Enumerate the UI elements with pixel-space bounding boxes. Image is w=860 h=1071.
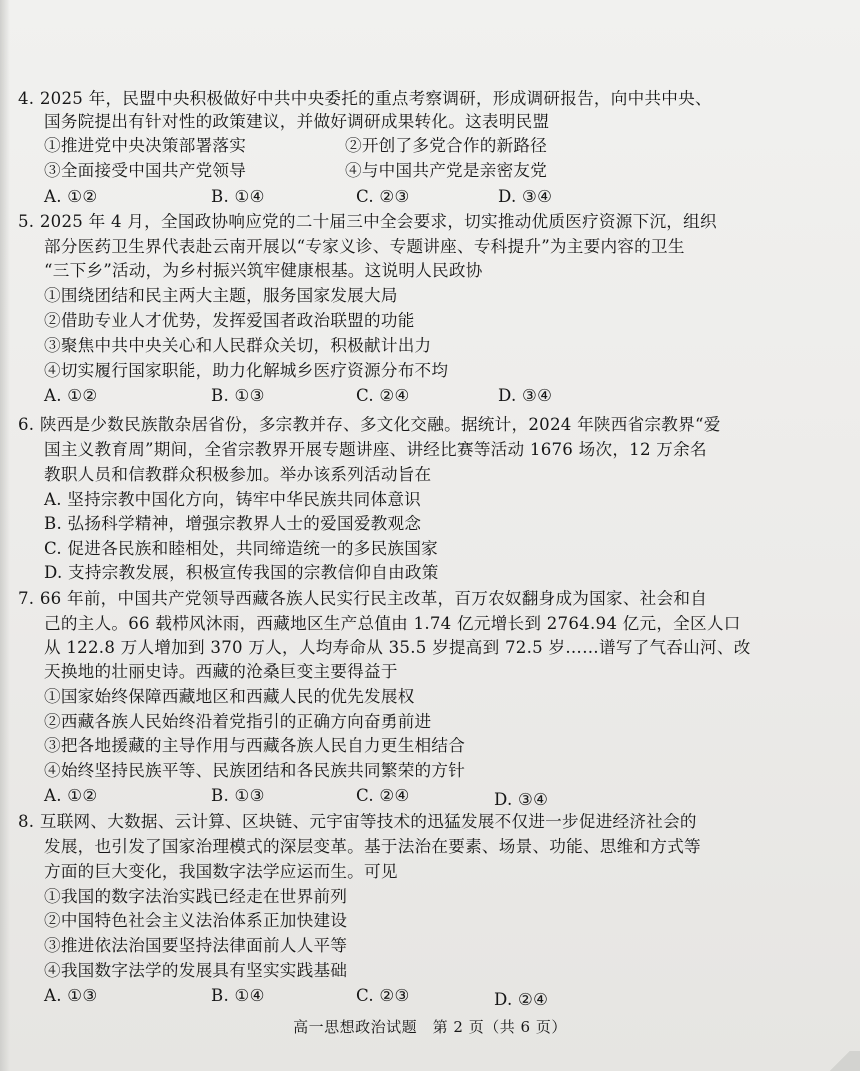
- question-stem-line: 国务院提出有针对性的政策建议，并做好调研成果转化。这表明民盟: [44, 112, 550, 131]
- answer-choice: B. 弘扬科学精神，增强宗教界人士的爱国爱教观念: [44, 514, 422, 533]
- answer-option: D. ③④: [494, 790, 549, 809]
- statement-item: ②西藏各族人民始终沿着党指引的正确方向奋勇前进: [44, 712, 432, 731]
- question-stem-line: 部分医药卫生界代表赴云南开展以“专家义诊、专题讲座、专科提升”为主要内容的卫生: [44, 237, 685, 256]
- question-stem-line: 国主义教育周”期间，全省宗教界开展专题讲座、讲经比赛等活动 1676 场次，12 万余名: [44, 440, 707, 459]
- statement-item: ①推进党中央决策部署落实: [44, 136, 247, 155]
- page-corner-shadow: [820, 1051, 860, 1071]
- answer-option: D. ②④: [494, 990, 549, 1009]
- statement-item: ③全面接受中国共产党领导: [44, 161, 247, 180]
- answer-choice: A. 坚持宗教中国化方向，铸牢中华民族共同体意识: [44, 490, 422, 509]
- statement-item: ④我国数字法学的发展具有坚实实践基础: [44, 961, 348, 980]
- answer-option: C. ②③: [356, 187, 410, 206]
- statement-item: ①围绕团结和民主两大主题，服务国家发展大局: [44, 286, 398, 305]
- question-stem-line: 4. 2025 年，民盟中央积极做好中共中央委托的重点考察调研，形成调研报告，向中共中央、: [18, 89, 712, 108]
- question-stem-line: 7. 66 年前，中国共产党领导西藏各族人民实行民主改革，百万农奴翻身成为国家、社会和自: [18, 589, 708, 608]
- statement-item: ②借助专业人才优势，发挥爱国者政治联盟的功能: [44, 311, 415, 330]
- question-stem-line: 从 122.8 万人增加到 370 万人，人均寿命从 35.5 岁提高到 72.5 岁……谱写了气吞山河、改: [44, 638, 751, 657]
- answer-option: B. ①③: [211, 386, 265, 405]
- answer-option: D. ③④: [498, 386, 553, 405]
- answer-choice: D. 支持宗教发展，积极宣传我国的宗教信仰自由政策: [44, 563, 439, 582]
- statement-item: ③把各地援藏的主导作用与西藏各族人民自力更生相结合: [44, 736, 466, 755]
- question-stem-line: 方面的巨大变化，我国数字法学应运而生。可见: [44, 862, 398, 881]
- statement-item: ④始终坚持民族平等、民族团结和各民族共同繁荣的方针: [44, 761, 466, 780]
- answer-option: B. ①③: [211, 786, 265, 805]
- statement-item: ③推进依法治国要坚持法律面前人人平等: [44, 936, 348, 955]
- answer-option: B. ①④: [211, 187, 265, 206]
- answer-option: A. ①②: [44, 187, 98, 206]
- page-footer: 高一思想政治试题 第 2 页（共 6 页）: [293, 1018, 567, 1036]
- question-stem-line: “三下乡”活动，为乡村振兴筑牢健康根基。这说明人民政协: [44, 261, 483, 280]
- answer-option: A. ①②: [44, 386, 98, 405]
- statement-item: ①国家始终保障西藏地区和西藏人民的优先发展权: [44, 687, 415, 706]
- answer-option: C. ②④: [356, 386, 410, 405]
- statement-item: ③聚焦中共中央关心和人民群众关切，积极献计出力: [44, 336, 432, 355]
- answer-option: D. ③④: [498, 187, 553, 206]
- statement-item: ②开创了多党合作的新路径: [345, 136, 548, 155]
- answer-option: B. ①④: [211, 986, 265, 1005]
- answer-choice: C. 促进各民族和睦相处，共同缔造统一的多民族国家: [44, 539, 438, 558]
- question-stem-line: 8. 互联网、大数据、云计算、区块链、元宇宙等技术的迅猛发展不仅进一步促进经济社会的: [18, 812, 697, 831]
- question-stem-line: 6. 陕西是少数民族散杂居省份，多宗教并存、多文化交融。据统计，2024 年陕西省宗教界“爱: [18, 415, 721, 434]
- question-stem-line: 天换地的壮丽史诗。西藏的沧桑巨变主要得益于: [44, 662, 398, 681]
- answer-option: C. ②③: [356, 986, 410, 1005]
- answer-option: A. ①③: [44, 986, 98, 1005]
- statement-item: ②中国特色社会主义法治体系正加快建设: [44, 911, 348, 930]
- answer-option: C. ②④: [356, 786, 410, 805]
- question-stem-line: 5. 2025 年 4 月，全国政协响应党的二十届三中全会要求，切实推动优质医疗资源下沉，组织: [18, 212, 717, 231]
- page-shadow-edge: [0, 0, 10, 1071]
- statement-item: ①我国的数字法治实践已经走在世界前列: [44, 887, 348, 906]
- question-stem-line: 教职人员和信教群众积极参加。举办该系列活动旨在: [44, 465, 432, 484]
- question-stem-line: 己的主人。66 载栉风沐雨，西藏地区生产总值由 1.74 亿元增长到 2764.94 亿元，全区人口: [44, 614, 741, 633]
- statement-item: ④切实履行国家职能，助力化解城乡医疗资源分布不均: [44, 361, 449, 380]
- statement-item: ④与中国共产党是亲密友党: [345, 161, 548, 180]
- question-stem-line: 发展，也引发了国家治理模式的深层变革。基于法治在要素、场景、功能、思维和方式等: [44, 837, 701, 856]
- answer-option: A. ①②: [44, 786, 98, 805]
